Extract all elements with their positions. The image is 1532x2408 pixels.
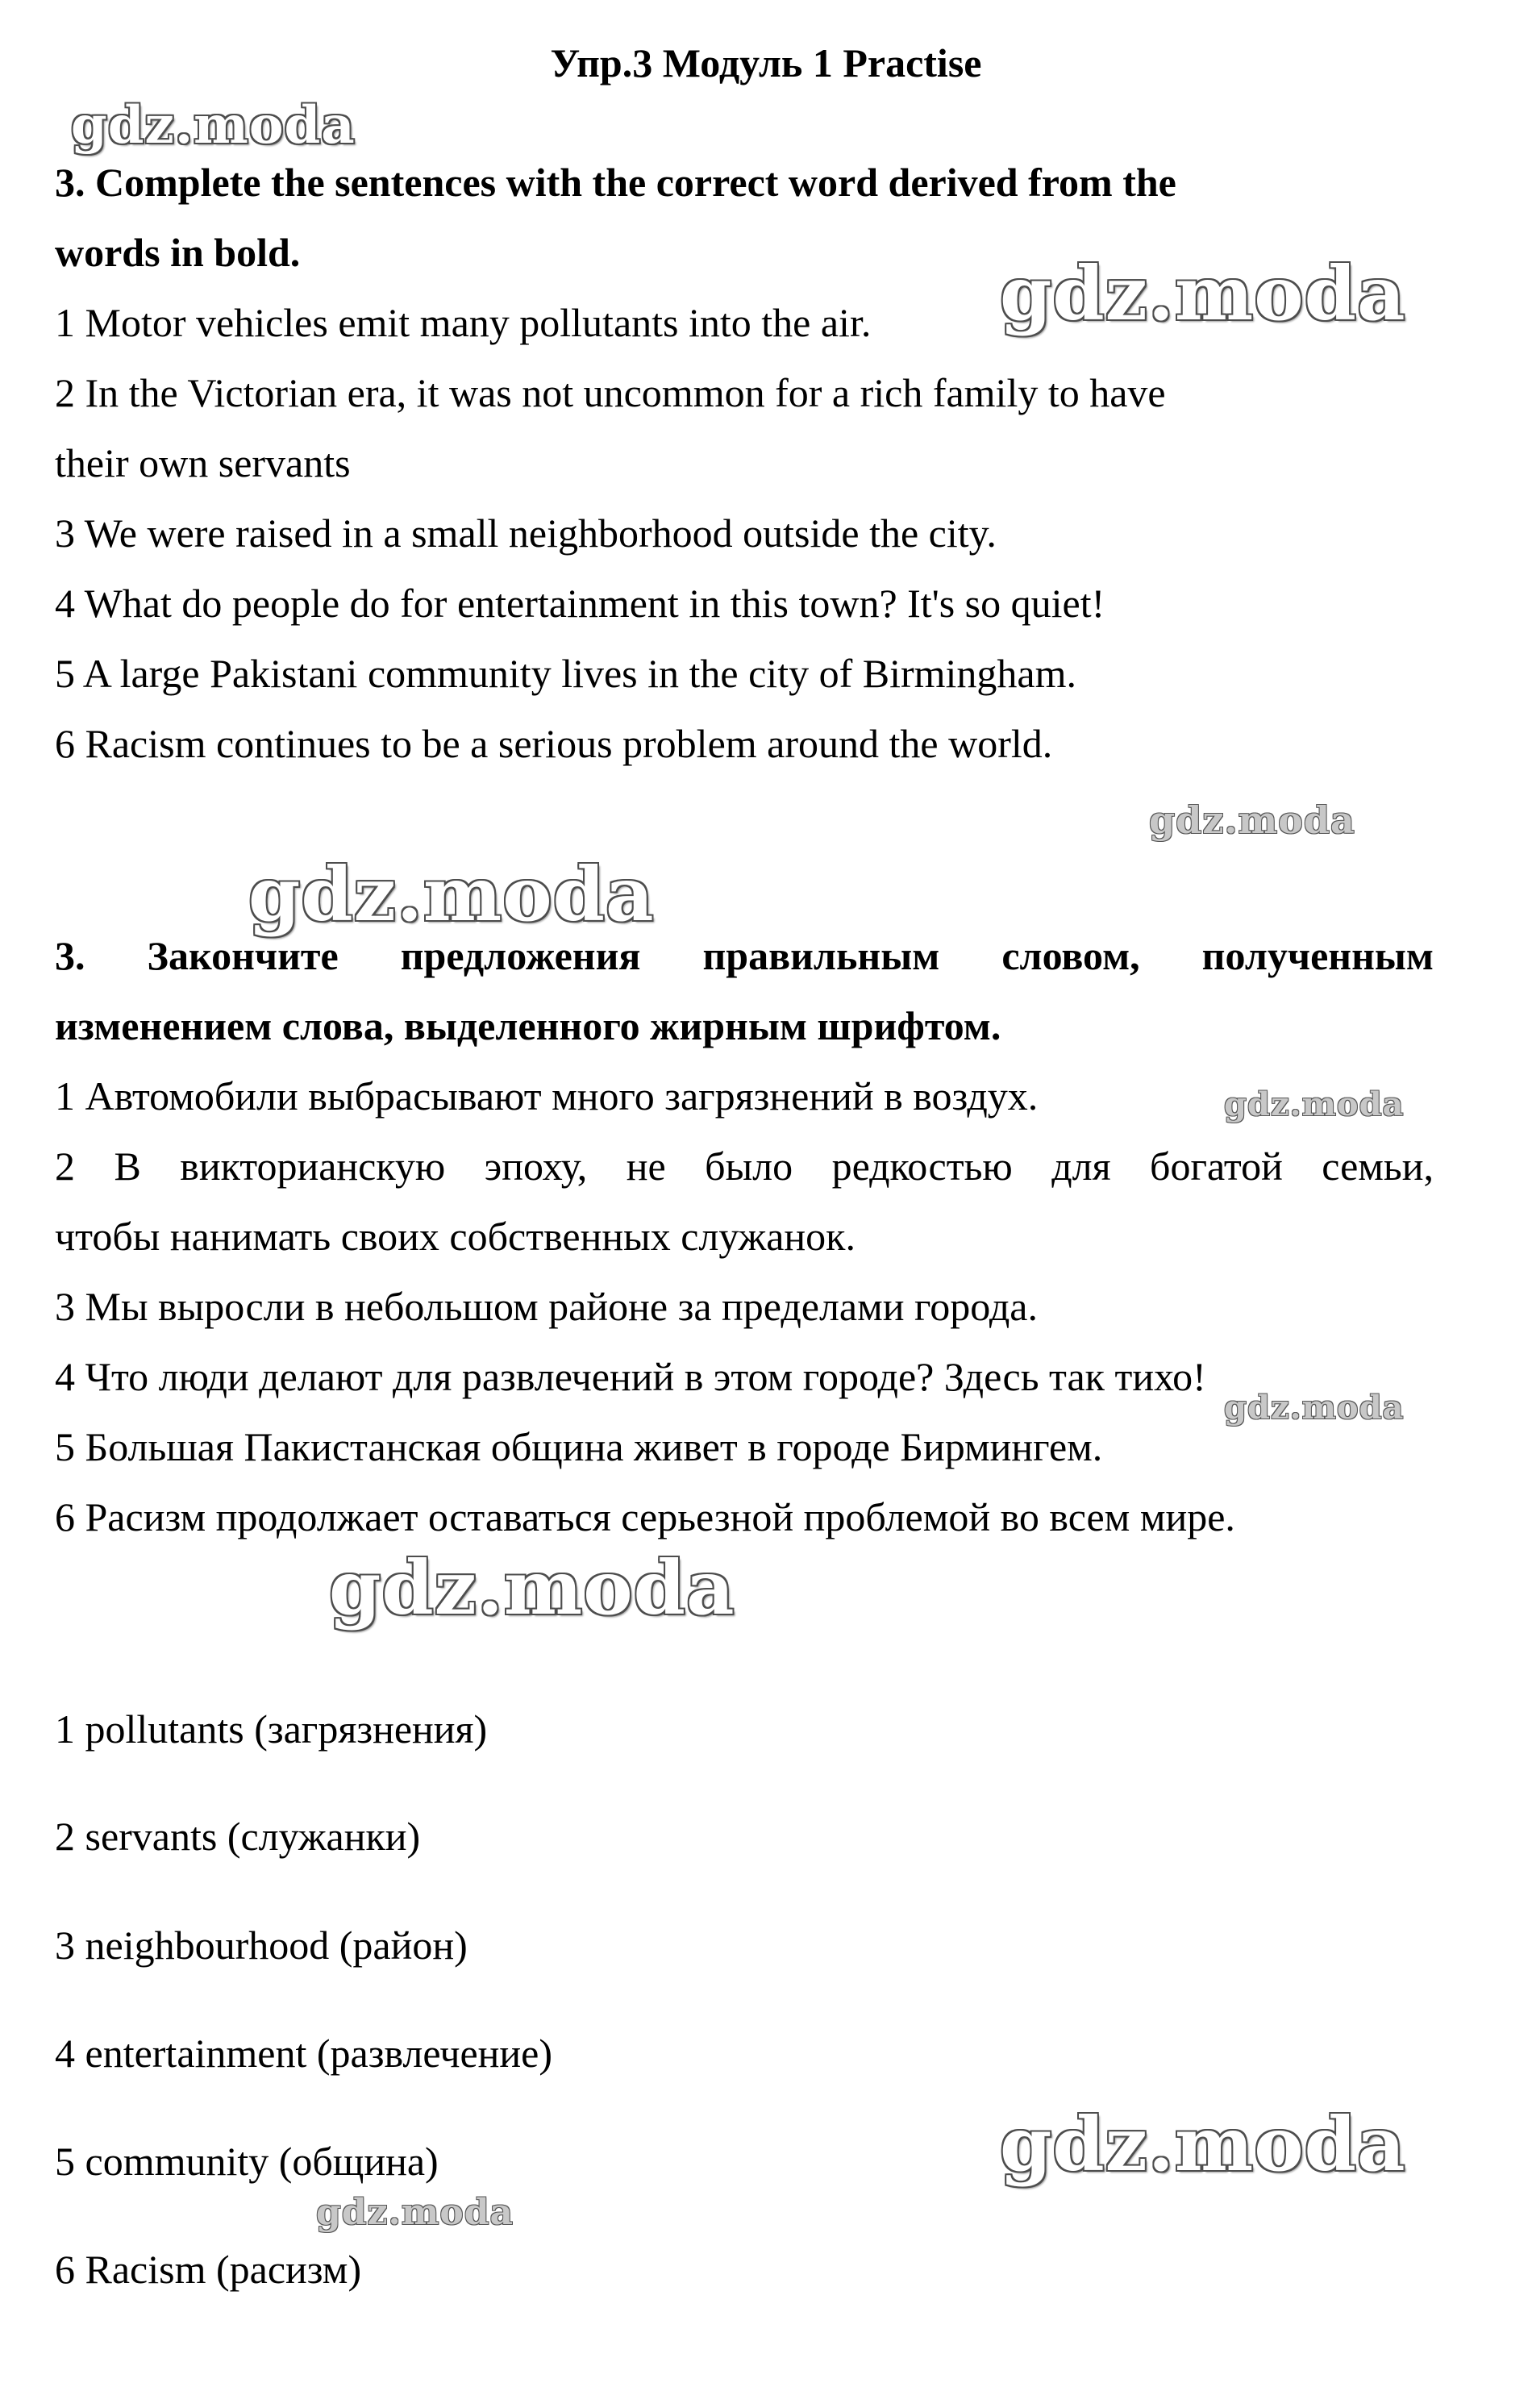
watermark-logo: gdz.moda (1224, 1389, 1405, 1427)
watermark-logo: gdz.moda (1149, 798, 1355, 842)
english-sentence-3: 3 We were raised in a small neighborhood outside the city. (55, 510, 997, 556)
english-task-heading-line-2: words in bold. (55, 230, 301, 275)
watermark-logo: gdz.moda (1000, 2101, 1406, 2188)
answer-3: 3 neighbourhood (район) (55, 1923, 468, 1968)
english-sentence-2: 2 In the Victorian era, it was not uncommon for a rich family to have (55, 370, 1166, 415)
russian-task-heading-line-2: изменением слова, выделенного жирным шрифтом. (55, 1003, 1001, 1048)
answer-1: 1 pollutants (загрязнения) (55, 1706, 488, 1752)
russian-sentence-4: 4 Что люди делают для развлечений в этом городе? Здесь так тихо! (55, 1354, 1206, 1399)
answer-5: 5 community (община) (55, 2139, 439, 2184)
watermark-logo: gdz.moda (329, 1544, 735, 1631)
russian-sentence-2-cont: чтобы нанимать своих собственных служанок. (55, 1214, 856, 1259)
english-task-heading-line-1: 3. Complete the sentences with the correct word derived from the (55, 160, 1176, 205)
watermark-logo: gdz.moda (316, 2192, 514, 2233)
russian-task-heading-line-1: 3. Закончите предложения правильным словом, полученным (55, 933, 1434, 978)
russian-sentence-6: 6 Расизм продолжает оставаться серьезной проблемой во всем мире. (55, 1494, 1235, 1539)
russian-sentence-2: 2 В викторианскую эпоху, не было редкостью для богатой семьи, (55, 1144, 1434, 1189)
answer-6: 6 Racism (расизм) (55, 2247, 362, 2292)
watermark-logo: gdz.moda (1224, 1085, 1405, 1123)
russian-sentence-3: 3 Мы выросли в небольшом районе за пределами города. (55, 1284, 1038, 1329)
watermark-logo: gdz.moda (71, 95, 356, 156)
russian-sentence-5: 5 Большая Пакистанская община живет в городе Бирмингем. (55, 1424, 1103, 1469)
english-sentence-1: 1 Motor vehicles emit many pollutants into the air. (55, 300, 872, 345)
english-sentence-6: 6 Racism continues to be a serious problem around the world. (55, 721, 1053, 766)
english-sentence-2-cont: their own servants (55, 440, 351, 485)
russian-sentence-1: 1 Автомобили выбрасывают много загрязнений в воздух. (55, 1073, 1039, 1119)
answer-2: 2 servants (служанки) (55, 1814, 421, 1859)
english-sentence-5: 5 A large Pakistani community lives in the city of Birmingham. (55, 651, 1076, 696)
answer-4: 4 entertainment (развлечение) (55, 2031, 553, 2076)
page-title: Упр.3 Модуль 1 Practise (550, 40, 982, 85)
english-sentence-4: 4 What do people do for entertainment in this town? It's so quiet! (55, 581, 1105, 626)
watermark-logo: gdz.moda (1000, 250, 1406, 337)
watermark-logo: gdz.moda (248, 851, 655, 938)
